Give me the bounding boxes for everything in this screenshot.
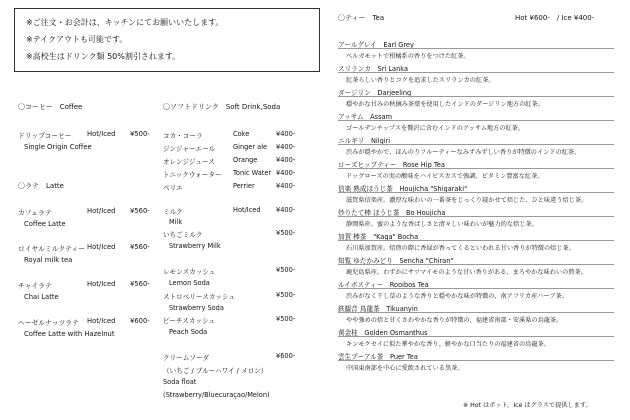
tea-divider (338, 336, 614, 337)
notice-line: ※ご注文・お会計は、キッチンにてお願いいたします。 (26, 18, 224, 27)
tea-item-name: アールグレイ Earl Grey (338, 41, 414, 49)
tea-item-desc: 鹿児島県産。わずかにサツマイモのような甘い香りがある、まろやかな味わいの煎茶。 (346, 269, 587, 276)
tea-item-desc: キンモクセイに似た華やかな香り、軽やかな口当たりの福建省の烏龍茶。 (346, 341, 550, 348)
milk-type: Hot/Iced (233, 206, 261, 214)
coffee-item-price: ¥500- (130, 130, 150, 138)
tea-divider (338, 216, 614, 217)
notice-line: ※高校生はドリンク類 50%割引されます。 (26, 52, 181, 61)
softdrink-item-price: ¥400- (276, 156, 296, 164)
tea-item-name: スリランカ Sri Lanka (338, 65, 409, 73)
tea-item-desc: やや強めの焙と甘くさわやかな香りが特徴の、福建省南部・安溪県の烏龍茶。 (346, 317, 563, 324)
tea-item-name: 加賀 棒茶 "Kaga" Bocha (338, 233, 419, 241)
tea-item-name: 鉄観音 鳥龍茶 Tikuanyin (338, 305, 418, 313)
latte-item-type: Hot/Iced (87, 280, 116, 288)
tea-item-name: ルイボスティー Rooibos Tea (338, 281, 429, 289)
cream-soda-flavors-jp: （いちご / ブルーハワイ / メロン） (163, 367, 268, 375)
latte-item-price: ¥560- (130, 243, 150, 251)
tea-item-desc: 静岡県産。蜜のような香ばしさと清々しい味わいが魅力的な焙じ茶。 (346, 221, 538, 228)
tea-footnote: ※ Hot はポット、Ice はグラスで提供します。 (463, 402, 592, 409)
tea-item-name: 信楽 熟成ほうじ茶 Houjicha "Shigaraki" (338, 185, 468, 193)
strawberry-milk-jp: いちごミルク (163, 231, 203, 239)
tea-item-name: 黄金桂 Golden Osmanthus (338, 329, 428, 337)
latte-item-jp: チャイラテ (18, 282, 52, 290)
notice-line: ※テイクアウトも可能です。 (26, 35, 128, 44)
strawberry-milk-en: Strawberry Milk (169, 242, 221, 250)
tea-divider (338, 96, 614, 97)
softdrink-item-en: Orange (233, 156, 258, 164)
latte-item-jp: ヘーゼルナッツラテ (18, 319, 79, 327)
tea-divider (338, 48, 614, 49)
tea-divider (338, 312, 614, 313)
latte-heading: 〇ラテ Latte (18, 182, 64, 190)
latte-item-price: ¥560- (130, 280, 150, 288)
soda-price: ¥500- (276, 315, 296, 323)
soda-en: Peach Soda (169, 328, 208, 336)
soda-en: Strawberry Soda (169, 304, 224, 312)
tea-item-desc: 穏やかな甘みの秋摘み茶葉を使用したインドのダージリン地方の紅茶。 (346, 101, 544, 108)
latte-item-en: Coffee Latte with Hazelnut (24, 330, 115, 338)
tea-divider (338, 72, 614, 73)
notice-box (14, 8, 320, 72)
soda-jp: レモンスカッシュ (163, 268, 216, 276)
tea-item-name: 雲生プーアル茶 Puer Tea (338, 353, 418, 361)
soda-en: Lemon Soda (169, 279, 210, 287)
tea-heading: 〇ティー Tea (338, 14, 385, 22)
latte-item-en: Coffee Latte (24, 220, 66, 228)
tea-item-desc: 紅茶らしい香りとコクを追求したスリランカの紅茶。 (346, 77, 495, 84)
tea-item-desc: 滋賀県信楽産。濃厚な味わいの一番茶をじっくり寝かせて焙じた、ひと味違う焙じ茶。 (346, 197, 588, 204)
tea-divider (338, 288, 614, 289)
softdrink-item-jp: オレンジジュース (163, 158, 215, 166)
latte-item-jp: ロイヤルミルクティー (18, 245, 86, 253)
tea-item-name: ローズヒップティー Rose Hip Tea (338, 161, 445, 169)
tea-item-name: ダージリン Darjeeling (338, 89, 412, 97)
milk-en: Milk (169, 218, 183, 226)
softdrink-item-price: ¥400- (276, 169, 296, 177)
latte-item-price: ¥560- (130, 207, 150, 215)
soda-jp: ピーチスカッシュ (163, 317, 216, 325)
softdrink-item-jp: コカ・コーラ (163, 132, 203, 140)
tea-price-note: Hot ¥600- / Ice ¥400- (515, 14, 595, 22)
tea-item-desc: 渋みが穏やかで、ほんのりフルーティーなみずみずしい香りが特徴のインドの紅茶。 (346, 149, 581, 156)
softdrink-heading: 〇ソフトドリンク Soft Drink,Soda (163, 103, 281, 111)
softdrink-item-jp: ペリエ (163, 184, 183, 192)
tea-item-desc: 石川県加賀産。焙煎の際に香緑が香ってくるといわれる甘い香りが特徴の焙じ茶。 (346, 245, 575, 252)
cream-soda-flavors-en: (Strawberry/Bluecuraçao/Melon) (163, 391, 270, 399)
tea-item-name: 知覧 ゆたかみどり Sencha "Chiran" (338, 257, 454, 265)
softdrink-item-en: Ginger ale (233, 143, 268, 151)
coffee-item-en: Single Origin Coffee (24, 143, 92, 151)
soda-price: ¥500- (276, 266, 296, 274)
latte-item-type: Hot/Iced (87, 243, 116, 251)
softdrink-item-en: Perrier (233, 182, 255, 190)
milk-jp: ミルク (163, 208, 183, 216)
milk-price: ¥400- (276, 206, 296, 214)
cream-soda-jp: クリームソーダ (163, 354, 210, 362)
coffee-item-jp: ドリップコーヒー (18, 132, 72, 140)
tea-item-desc: ベルガモットで柑橘系の香りをつけた紅茶。 (346, 53, 470, 60)
tea-item-desc: 中国東南部を中心に愛飲されている黒茶。 (346, 365, 464, 372)
softdrink-item-en: Coke (233, 130, 250, 138)
tea-divider (338, 168, 614, 169)
soda-price: ¥500- (276, 291, 296, 299)
tea-divider (338, 120, 614, 121)
softdrink-item-price: ¥400- (276, 143, 296, 151)
latte-item-en: Chai Latte (24, 293, 59, 301)
tea-divider (338, 360, 614, 361)
latte-item-price: ¥600- (130, 317, 150, 325)
tea-divider (338, 240, 614, 241)
tea-item-name: 炒りたて棒 ほうじ茶 Bo Houjicha (338, 209, 446, 217)
softdrink-item-price: ¥400- (276, 130, 296, 138)
tea-divider (338, 144, 614, 145)
softdrink-item-price: ¥400- (276, 182, 296, 190)
softdrink-item-en: Tonic Water (233, 169, 272, 177)
coffee-heading: 〇コーヒー Coffee (18, 103, 83, 111)
softdrink-item-jp: トニックウォーター (163, 171, 222, 179)
softdrink-item-jp: ジンジャーエール (163, 145, 216, 153)
tea-divider (338, 264, 614, 265)
coffee-item-type: Hot/Iced (87, 130, 116, 138)
tea-item-name: アッサム Assam (338, 113, 393, 121)
latte-item-en: Royal milk tea (24, 256, 73, 264)
tea-item-desc: ドッグローズの実の酸味をハイビスカスで強調。ビタミン豊富な紅茶。 (346, 173, 544, 180)
cream-soda-en: Soda float (163, 378, 197, 386)
tea-item-desc: 渋みがなく干し草のような香りと穏やかな味が特徴の、南アフリカ産ハーブ茶。 (346, 293, 568, 300)
cream-soda-price: ¥600- (276, 352, 296, 360)
tea-item-desc: ゴールデンチップスを贅沢に含むインドのアッサム地方の紅茶。 (346, 125, 525, 132)
latte-item-type: Hot/Iced (87, 207, 116, 215)
strawberry-milk-price: ¥500- (276, 229, 296, 237)
latte-item-jp: カフェラテ (18, 209, 52, 217)
tea-divider (338, 192, 614, 193)
tea-item-name: ニルギリ Nilgiri (338, 137, 391, 145)
latte-item-type: Hot/Iced (87, 317, 116, 325)
soda-jp: ストロベリースカッシュ (163, 293, 236, 301)
